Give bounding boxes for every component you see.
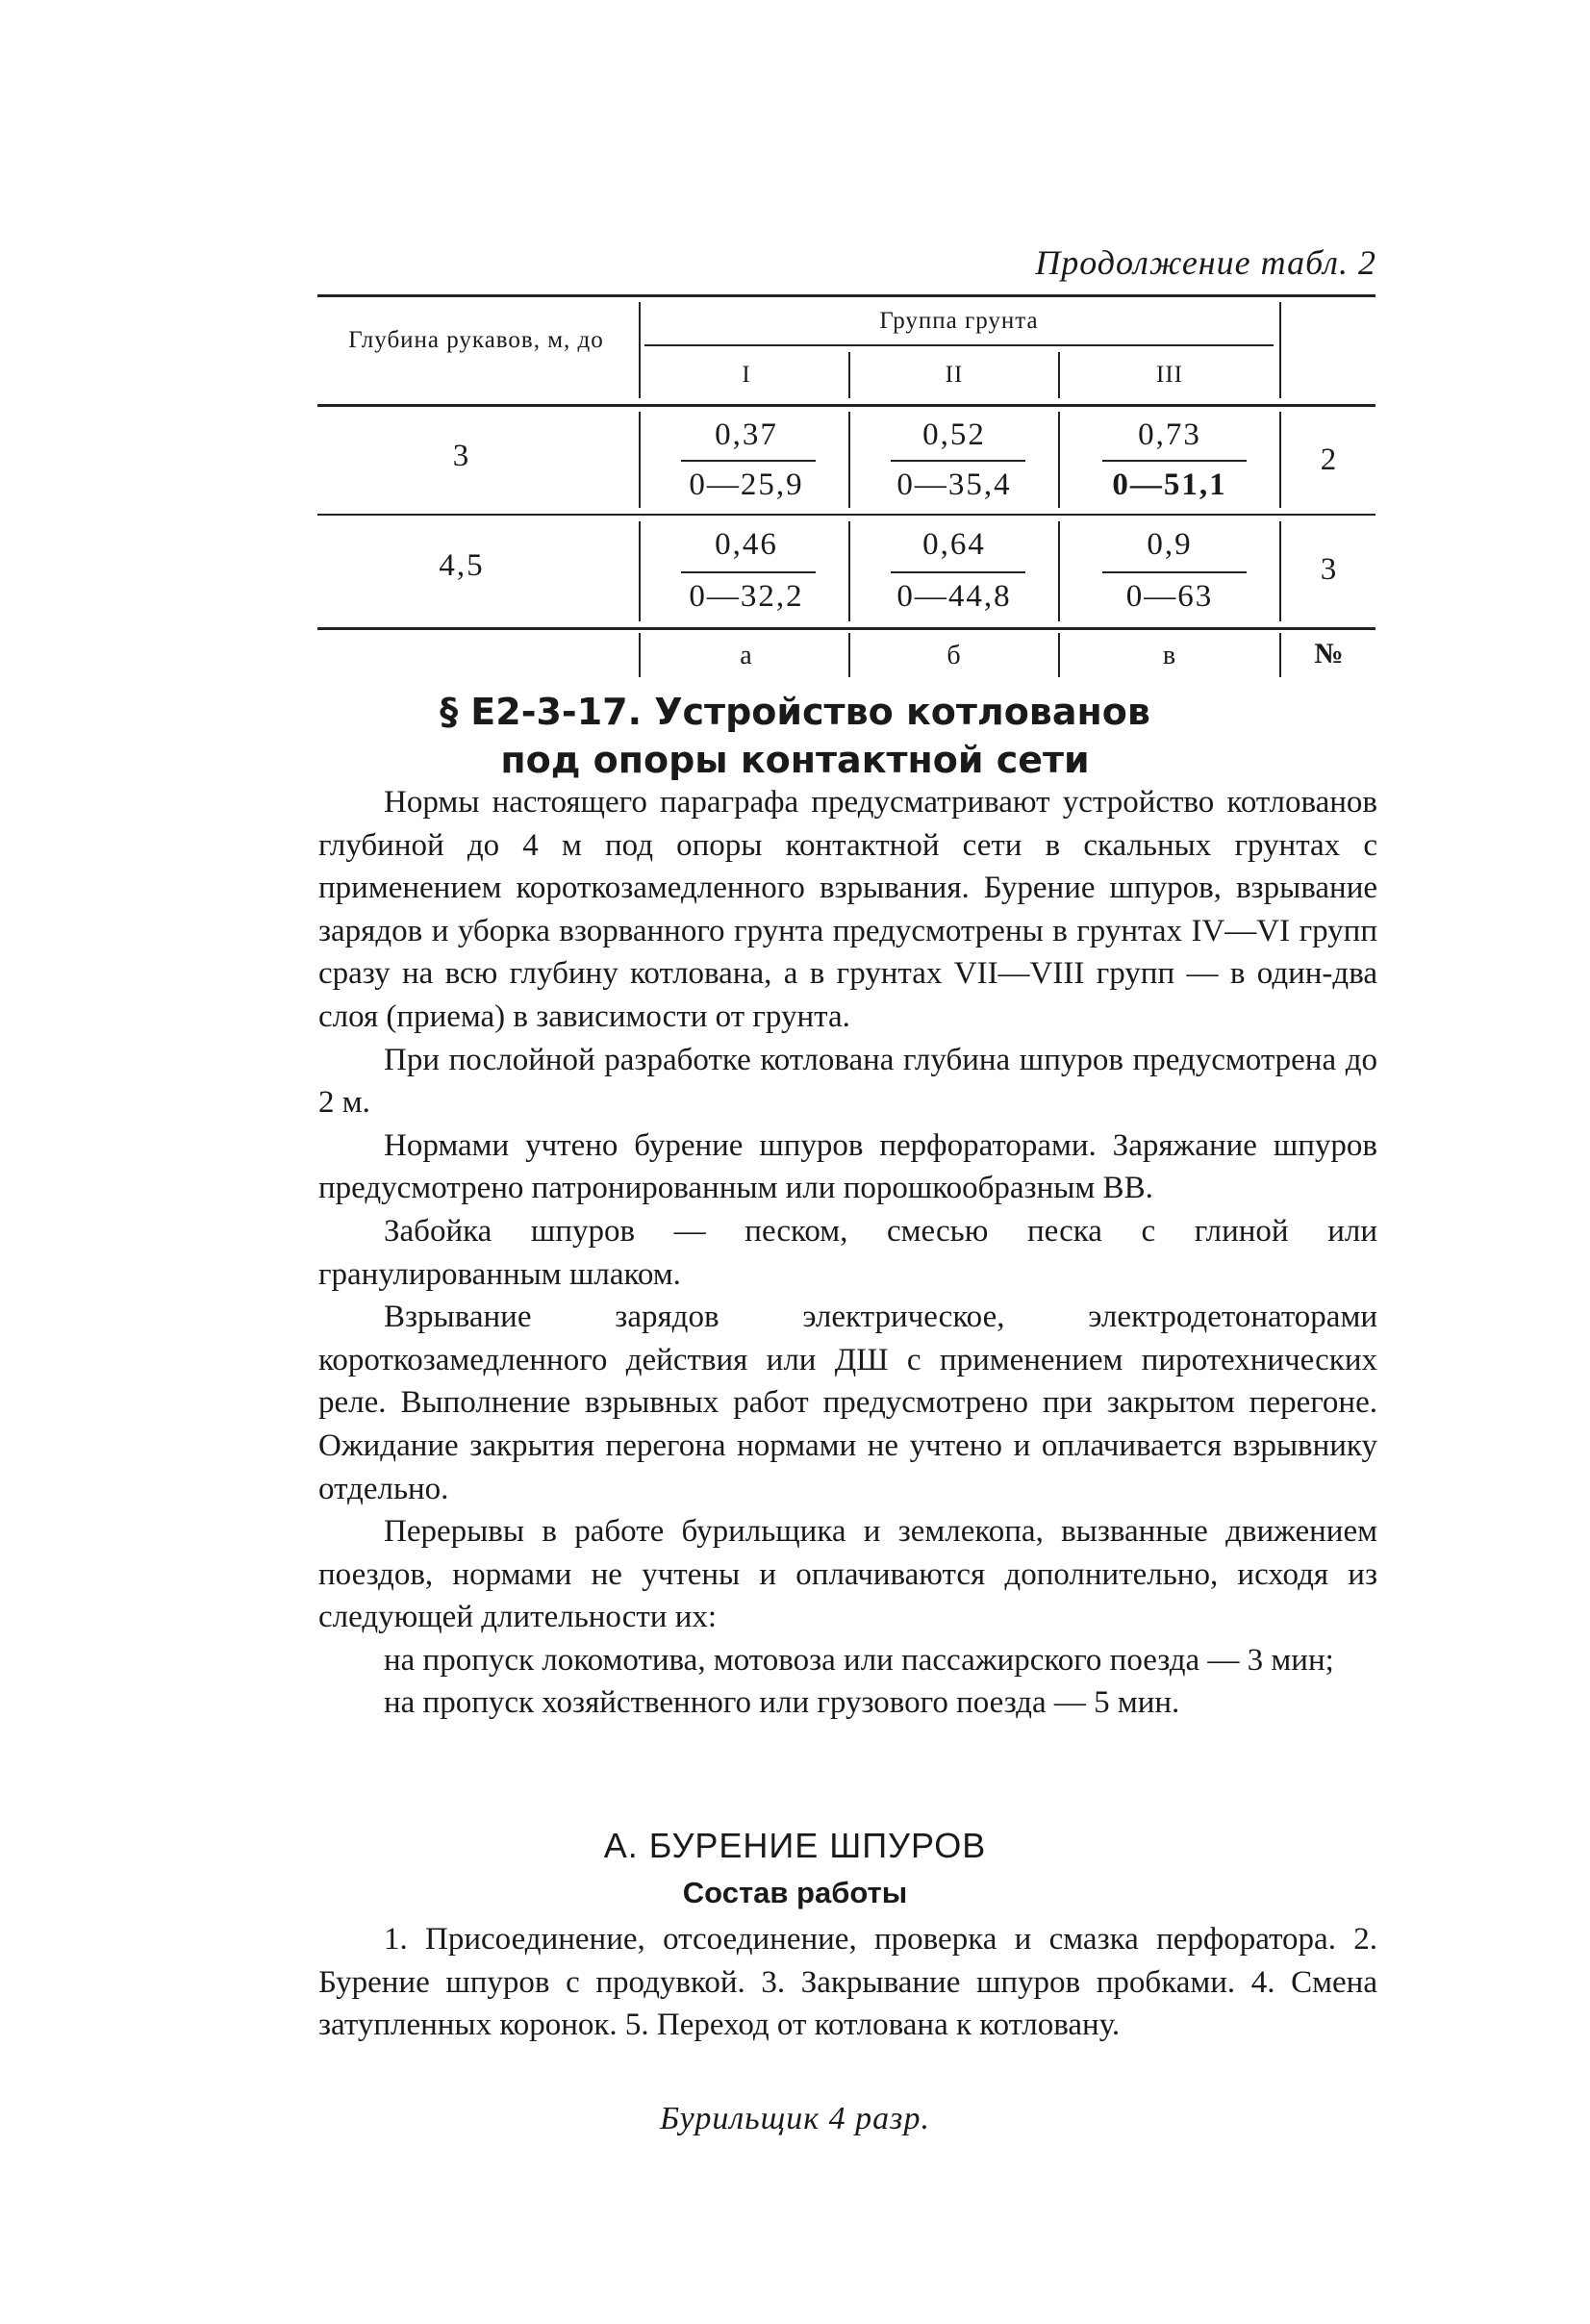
table-header-rule bbox=[317, 404, 1375, 407]
cell-value-top: 0,46 bbox=[715, 527, 778, 562]
cell-value-top: 0,37 bbox=[715, 417, 778, 452]
row-depth: 4,5 bbox=[439, 548, 485, 583]
column-letter-b: б bbox=[946, 641, 962, 670]
worker-grade: Бурильщик 4 разр. bbox=[660, 2101, 930, 2136]
table-bottom-rule bbox=[317, 627, 1375, 630]
table-continuation-caption: Продолжение табл. 2 bbox=[1035, 243, 1376, 282]
paragraph: Забойка шпуров — песком, смесью песка с глиной или гранулированным шлаком. bbox=[318, 1213, 1377, 1292]
cell-value-bottom: 0—25,9 bbox=[689, 467, 804, 502]
paragraph: 1. Присоединение, отсоединение, проверка и смазка перфоратора. 2. Бурение шпуров с продувкой. 3. Закрывание шпуров пробками. 4. Смена затупленных коронок. 5. Переход от котлована к котловану. bbox=[318, 1922, 1377, 2043]
cell-value-bottom: 0—44,8 bbox=[896, 579, 1012, 614]
section-body bbox=[318, 781, 1377, 1725]
cell-value-bottom: 0—35,4 bbox=[896, 467, 1012, 502]
composition-body bbox=[318, 1918, 1377, 2047]
composition-title: Состав работы bbox=[682, 1876, 908, 1909]
cell-value-top: 0,9 bbox=[1147, 527, 1193, 562]
row-number: 3 bbox=[1320, 552, 1339, 587]
header-group-1: I bbox=[742, 362, 751, 388]
header-depth: Глубина рукавов, м, до bbox=[348, 327, 604, 353]
subsection-title: А. БУРЕНИЕ ШПУРОВ bbox=[603, 1826, 987, 1865]
paragraph: Нормами учтено бурение шпуров перфораторами. Заряжание шпуров предусмотрено патронированным или порошкообразным ВВ. bbox=[318, 1127, 1377, 1206]
header-group-2: II bbox=[945, 362, 964, 388]
cell-value-top: 0,73 bbox=[1138, 417, 1201, 452]
row-depth: 3 bbox=[452, 439, 471, 473]
column-letter-v: в bbox=[1162, 641, 1177, 670]
header-group-3: III bbox=[1156, 362, 1183, 388]
paragraph: на пропуск хозяйственного или грузового поезда — 5 мин. bbox=[384, 1685, 1180, 1721]
table-row-rule bbox=[317, 514, 1375, 516]
paragraph: Взрывание зарядов электрическое, электродетонаторами короткозамедленного действия или ДШ с применением пиротехнических реле. Выполнение взрывных работ предусмотрено при закрытом перегоне. Ожидание закрытия перегона нормами не учтено и оплачивается взрывнику отдельно. bbox=[318, 1300, 1377, 1506]
section-title-line1: § Е2-3-17. Устройство котлованов bbox=[440, 691, 1150, 733]
cell-value-bottom: 0—51,1 bbox=[1112, 467, 1227, 502]
paragraph: Нормы настоящего параграфа предусматривают устройство котлованов глубиной до 4 м под опоры контактной сети в скальных грунтах с применением короткозамедленного взрывания. Бурение шпуров, взрывание зарядов и уборка взорванного грунта предусмотрены в грунтах IV—VI групп сразу на всю глубину котлована, а в грунтах VII—VIII групп — в один-два слоя (приема) в зависимости от грунта. bbox=[318, 785, 1377, 1034]
paragraph: Перерывы в работе бурильщика и землекопа, вызванные движением поездов, нормами не учтены и оплачиваются дополнительно, исходя из следующей длительности их: bbox=[318, 1514, 1377, 1635]
cell-value-bottom: 0—32,2 bbox=[689, 579, 804, 614]
cell-value-bottom: 0—63 bbox=[1125, 579, 1214, 614]
section-title-line2: под опоры контактной сети bbox=[500, 739, 1090, 781]
table-top-rule bbox=[317, 294, 1375, 297]
paragraph: на пропуск локомотива, мотовоза или пассажирского поезда — 3 мин; bbox=[384, 1642, 1334, 1678]
cell-value-top: 0,64 bbox=[922, 527, 986, 562]
column-number-label: № bbox=[1314, 638, 1345, 669]
header-soil-group: Группа грунта bbox=[879, 308, 1039, 334]
column-letter-a: а bbox=[740, 641, 753, 670]
cell-value-top: 0,52 bbox=[922, 417, 986, 452]
paragraph: При послойной разработке котлована глубина шпуров предусмотрена до 2 м. bbox=[318, 1042, 1377, 1121]
row-number: 2 bbox=[1320, 442, 1339, 477]
